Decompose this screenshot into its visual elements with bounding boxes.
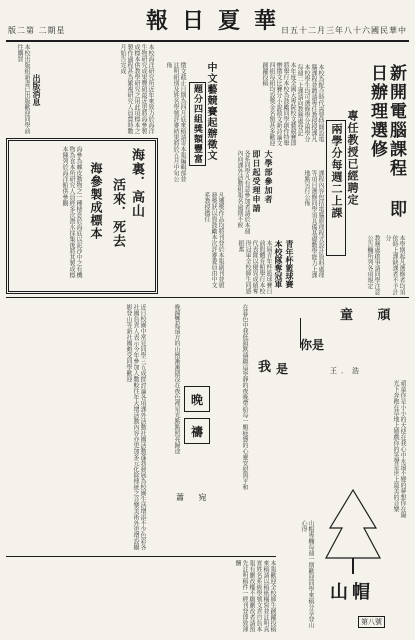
registration-text: 各系同學凡有意參加者請於本週內向課外活動組報名逾期不候 (236, 150, 250, 234)
top-left-text: 本校海洋研究所近年來致力於海洋生物研究成果豐碩最近更將海參製成標本供教學研究之用此項標本之製作過程甚為繁複研究人員費時數月始告完成 (119, 44, 154, 134)
masthead (6, 2, 409, 42)
bottom-divider (6, 556, 276, 557)
issue-date: 日五十二月三年八十六國民華中 (281, 26, 407, 35)
poem1-line3: 我 (258, 360, 272, 375)
poem1-title: 童 頑 (340, 308, 401, 323)
far-right-body: 本學期起凡選修者均須依時上課缺課者不予計分 (384, 235, 405, 295)
poem2-title: 晚 (184, 386, 210, 412)
poem1-line2: 是 (276, 362, 289, 376)
lower-left-text: 近日校園中常見同學三五成群討論各項課外活動社團活動蓬勃發展為校園生活增添不少色彩各社團負責人表示今年參加人數較往年大增活動內容亦更加多元化除傳統之音樂美術外更增設攝影登山等新社團頗受同學歡迎 (125, 304, 146, 550)
basketball-title: 青年杯籃球賽 (285, 240, 295, 288)
poem1-body: 頑童你是小小的天使在我心中永遠不變的夢想你在陽光下奔跑在草地上嬉戲你的笑聲是世上最美的音樂 (392, 380, 406, 518)
literature-contest-sub: 題分四組獎額豐富 (189, 82, 206, 166)
column-text: 山帽專欄每週一期歡迎同學來稿分享登山心得 (300, 520, 314, 628)
poem1-author: 王．浩 (330, 367, 363, 375)
headline-body-text-2: 課程內容包括電腦原理程式設計資料處理等項目選修同學須具備基礎數學能力上課地點另行公佈 (303, 170, 324, 278)
publish-notice-title: 出版消息 (32, 74, 42, 106)
headline-schedule: 兩學分每週二上課 (326, 120, 346, 256)
publish-notice-text: 本校出版組新書已出版歡迎同學前往購買 (16, 44, 30, 134)
book-line1: 海裏．高山 (129, 148, 144, 218)
headline-main: 新開電腦課程 即日辦理選修 (367, 64, 406, 219)
bottom-strip-text: 本報歡迎全校師生踴躍投稿來稿請以稿紙橫寫並註明真實姓名系級學號文責自負本報有刪改權不願刪改者請預先註明稿件一經刊登即致薄酬 (234, 560, 276, 632)
book-body: 海參為棘皮動物之一種棲息於海底以泥沙中之有機物為食本所研究人員經多次潛水採集後將其製成標本陳列於海洋館供參觀 (61, 146, 82, 278)
book-line3: 海參製成標本 (89, 162, 103, 240)
divider-line (6, 297, 409, 298)
page-label: 版二第 二期星 (8, 26, 66, 35)
literature-body-2: 凡獲獎作品均將刊登於本報副刊並頒發獎狀以資鼓勵本次評審委員由中文系教授擔任 (203, 192, 224, 288)
headline-body-text: 本校為配合時代需要特開設電腦課程並聘請專任教授授課凡本校學生均可選修學分兩學分每週二上課請向教務處登記 (296, 64, 324, 142)
literature-body: 徵文截止日期為四月底來稿請寄本報編輯部並註明組別及姓名學號評審結果將於五月中旬公佈 (165, 62, 186, 182)
literature-contest-title: 中文藝競賽起辦徵文 (205, 62, 216, 161)
poem2-body: 在暮色中我低頭默禱願這寧靜的夜晚帶給每一顆疲憊的心靈安慰與平和 (241, 304, 248, 490)
book-line2: 活來．死去 (110, 178, 125, 248)
registration-title: 大學部參加者 (264, 150, 274, 204)
basketball-sub: 本校隊奪冠軍 (274, 240, 284, 288)
column-issue: 第八號 (358, 616, 385, 628)
newspaper-title: 報日夏華 (146, 8, 291, 34)
poem2-body-left: 晚鐘響起遠方的山巒漸漸隱沒在夜色裡星光點點照亮歸途 (173, 304, 180, 454)
poem1-line1: 你是 (300, 338, 325, 352)
headline-sub: 專任教授已經聘定 (346, 110, 359, 206)
poem2-title-2: 禱 (184, 418, 210, 444)
registration-sub: 即日起受理申請 (252, 150, 262, 213)
tree-illustration (318, 488, 388, 578)
center-top-text: 本年度全國大專院校文藝競賽即將舉行本校為鼓勵同學創作特舉辦徵文比賽分小說散文新詩論文四組每組均設獎金名額甚多歡迎踴躍投稿 (261, 62, 296, 146)
right-body-3: 教務處啟事請同學注意公告欄所列各項規定 (366, 235, 380, 295)
column-label: 山帽 (330, 582, 374, 603)
poem2-author: 蕭 宛 (176, 493, 213, 502)
basketball-text: 本屆青年杯籃球賽日前假體育館舉行本校代表隊以優異成績奪得冠軍全校師生同感振奮 (237, 240, 272, 294)
